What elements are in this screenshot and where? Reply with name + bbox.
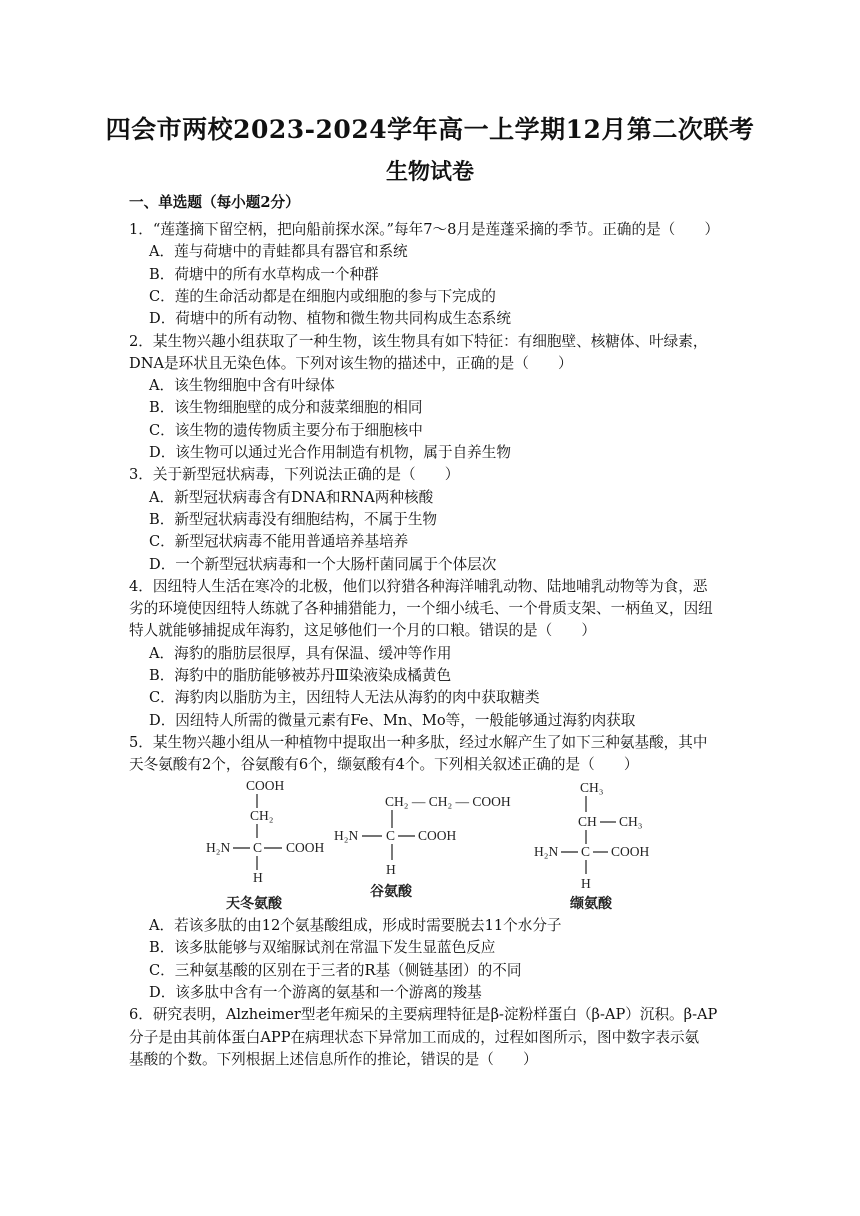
glu-h: H — [386, 862, 396, 877]
asp-c: C — [253, 840, 263, 855]
answer-option: B．海豹中的脂肪能够被苏丹Ⅲ染液染成橘黄色 — [149, 667, 452, 684]
question-text: 劣的环境使因纽特人练就了各种捕猎能力，一个细小绒毛、一个骨质支架、一柄鱼叉，因纽 — [129, 600, 713, 618]
answer-option: D．一个新型冠状病毒和一个大肠杆菌同属于个体层次 — [149, 555, 497, 573]
glu-name: 谷氨酸 — [370, 884, 412, 900]
glu-c: C — [386, 828, 396, 843]
answer-option: B．新型冠状病毒没有细胞结构，不属于生物 — [149, 510, 438, 528]
glu-h2n: H₂N — [334, 828, 359, 843]
val-ch3: CH₃ — [619, 814, 643, 829]
val-h2n: H₂N — [534, 844, 559, 859]
asp-cooh: COOH — [286, 840, 325, 855]
answer-option: A．若该多肽的由12个氨基酸组成，形成时需要脱去11个水分子 — [149, 917, 562, 934]
val-ch: CH — [578, 814, 597, 829]
answer-option: D．荷塘中的所有动物、植物和微生物共同构成生态系统 — [149, 310, 511, 328]
glutamic-acid-structure — [334, 794, 511, 900]
val-cooh: COOH — [611, 844, 650, 859]
question-text: 3．关于新型冠状病毒，下列说法正确的是（ ） — [129, 466, 460, 484]
answer-option: A．海豹的脂肪层很厚，具有保温、缓冲等作用 — [149, 644, 452, 662]
question-text: 6．研究表明，Alzheimer型老年痴呆的主要病理特征是β-淀粉样蛋白（β-AP）沉积。β-AP — [129, 1006, 718, 1024]
val-h: H — [581, 876, 591, 891]
question-text: 分子是由其前体蛋白APP在病理状态下异常加工而成的，过程如图所示，图中数字表示氨 — [129, 1028, 700, 1046]
answer-option: C．该生物的遗传物质主要分布于细胞核中 — [149, 421, 423, 439]
question-text: 4．因纽特人生活在寒冷的北极，他们以狩猎各种海洋哺乳动物、陆地哺乳动物等为食，恶 — [129, 577, 708, 595]
answer-option: C．新型冠状病毒不能用普通培养基培养 — [149, 533, 409, 551]
amino-acid-structures-figure — [200, 778, 670, 918]
val-c: C — [581, 844, 591, 859]
exam-subtitle: 生物试卷 — [385, 159, 474, 185]
asp-cooh-top: COOH — [246, 778, 285, 793]
answer-option: A．新型冠状病毒含有DNA和RNA两种核酸 — [149, 488, 434, 506]
aspartic-acid-structure — [206, 778, 325, 912]
glu-chain: CH₂ — CH₂ — COOH — [385, 794, 511, 809]
question-text: 特人就能够捕捉成年海豹，这足够他们一个月的口粮。错误的是（ ） — [129, 622, 597, 640]
question-text: 5．某生物兴趣小组从一种植物中提取出一种多肽，经过水解产生了如下三种氨基酸，其中 — [129, 733, 708, 751]
valine-structure — [534, 780, 650, 912]
question-text: 1．“莲蓬摘下留空柄，把向船前探水深。”每年7～8月是莲蓬采摘的季节。正确的是（ ） — [129, 221, 720, 238]
asp-h: H — [253, 870, 263, 885]
exam-title: 四会市两校2023-2024学年高一上学期12月第二次联考 — [105, 115, 755, 144]
asp-h2n: H₂N — [206, 840, 231, 855]
question-text: 基酸的个数。下列根据上述信息所作的推论，错误的是（ ） — [129, 1050, 538, 1068]
answer-option: C．海豹肉以脂肪为主，因纽特人无法从海豹的肉中获取糖类 — [149, 689, 540, 707]
asp-name: 天冬氨酸 — [226, 896, 282, 912]
question-text: 天冬氨酸有2个，谷氨酸有6个，缬氨酸有4个。下列相关叙述正确的是（ ） — [129, 756, 639, 774]
answer-option: D．该多肽中含有一个游离的氨基和一个游离的羧基 — [149, 983, 482, 1001]
glu-cooh: COOH — [418, 828, 457, 843]
question-text: 2．某生物兴趣小组获取了一种生物，该生物具有如下特征：有细胞壁、核糖体、叶绿素， — [129, 332, 708, 350]
asp-ch2: CH₂ — [250, 808, 274, 823]
answer-option: A．该生物细胞中含有叶绿体 — [149, 377, 335, 395]
answer-option: A．莲与荷塘中的青蛙都具有器官和系统 — [149, 243, 408, 261]
answer-option: D．该生物可以通过光合作用制造有机物，属于自养生物 — [149, 444, 511, 461]
question-text: DNA是环状且无染色体。下列对该生物的描述中，正确的是（ ） — [129, 354, 573, 372]
val-ch3-top: CH₃ — [580, 780, 604, 795]
answer-option: B．该生物细胞壁的成分和菠菜细胞的相同 — [149, 399, 423, 417]
answer-option: C．莲的生命活动都是在细胞内或细胞的参与下完成的 — [149, 287, 496, 305]
answer-option: C．三种氨基酸的区别在于三者的R基（侧链基团）的不同 — [149, 961, 522, 979]
answer-option: D．因纽特人所需的微量元素有Fe、Mn、Mo等，一般能够通过海豹肉获取 — [149, 711, 636, 729]
section-heading: 一、单选题（每小题2分） — [129, 194, 300, 211]
answer-option: B．该多肽能够与双缩脲试剂在常温下发生显蓝色反应 — [149, 939, 496, 957]
answer-option: B．荷塘中的所有水草构成一个种群 — [149, 265, 379, 283]
val-name: 缬氨酸 — [570, 896, 612, 912]
